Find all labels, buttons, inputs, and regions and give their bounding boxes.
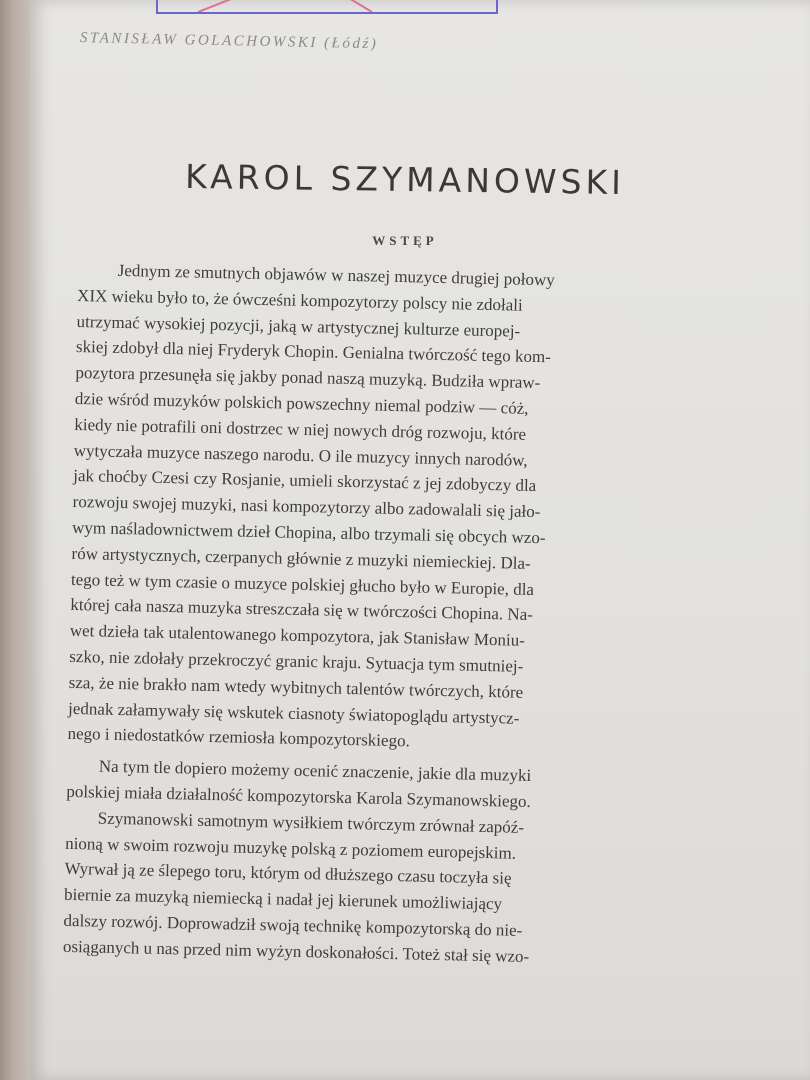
text-line: wet dzieła tak utalentowanego kompozytora, jak Stanisław Moniu- — [69, 621, 526, 650]
pink-stroke-right — [342, 0, 372, 12]
text-line: pozytora przesunęła się jakby ponad naszą muzyką. Budziła wpraw- — [75, 363, 541, 393]
text-line: Szymanowski samotnym wysiłkiem twórczym zrównał zapóź- — [97, 808, 525, 837]
text-line: dalszy rozwój. Doprowadził swoją technikę kompozytorską do nie- — [63, 910, 523, 940]
text-line: Jednym ze smutnych objawów w naszej muzyce drugiej połowy — [117, 260, 555, 290]
text-line: rozwoju swojej muzyki, nasi kompozytorzy albo zadowalali się jało- — [72, 492, 541, 522]
text-line: osiąganych u nas przed nim wyżyn doskonałości. Toteż stał się wzo- — [62, 936, 530, 966]
text-line: wym naśladownictwem dzieł Chopina, albo trzymali się obcych wzo- — [71, 517, 546, 548]
previous-article-author-caption: STANISŁAW GOLACHOWSKI (Łódź) — [79, 30, 379, 53]
text-line: Na tym tle dopiero możemy ocenić znaczenie, jakie dla muzyki — [98, 756, 532, 786]
text-line: utrzymać wysokiej pozycji, jaką w artystycznej kulturze europej- — [76, 311, 521, 341]
paragraph-1 — [67, 257, 726, 761]
text-line: Wyrwał ją ze ślepego toru, którym od dłuższego czasu toczyła się — [64, 859, 512, 888]
text-line: kiedy nie potrafili oni dostrzec w niej nowych dróg rozwoju, które — [74, 414, 527, 444]
text-line: tego też w tym czasie o muzyce polskiej głucho było w Europie, dla — [70, 569, 535, 599]
text-line: nego i niedostatków rzemiosła kompozytorskiego. — [67, 724, 411, 751]
section-heading: WSTĘP — [372, 233, 438, 248]
text-line: polskiej miała działalność kompozytorska Karola Szymanowskiego. — [66, 781, 532, 811]
text-line: której cała nasza muzyka streszczała się w twórczości Chopina. Na- — [70, 595, 534, 625]
text-line: wytyczała muzyce naszego narodu. O ile muzycy innych narodów, — [73, 440, 528, 470]
text-line: rów artystycznych, czerpanych głównie z muzyki niemieckiej. Dla- — [71, 543, 531, 573]
text-line: szko, nie zdołały przekroczyć granic kraju. Sytuacja tym smutniej- — [69, 646, 524, 676]
text-line: sza, że nie brakło nam wtedy wybitnych talentów twórczych, które — [68, 672, 524, 702]
text-line: jak choćby Czesi czy Rosjanie, umieli skorzystać z jej zdobyczy dla — [73, 466, 537, 496]
paragraph-3 — [63, 805, 714, 974]
text-line: jednak załamywały się wskutek ciasnoty światopoglądu artystycz- — [67, 698, 520, 728]
text-line: dzie wśród muzyków polskich powszechny niemal podziw — cóż, — [74, 388, 529, 418]
photo-pink-strokes — [158, 0, 496, 12]
article-body — [63, 257, 726, 973]
text-line: biernie za muzyką niemiecką i nadał jej kierunek umożliwiający — [63, 884, 503, 914]
pink-stroke-left — [198, 0, 254, 12]
photo-frame-bottom-edge — [156, 0, 498, 14]
article-title: KAROL SZYMANOWSKI — [184, 156, 626, 203]
text-line: skiej zdobył dla niej Fryderyk Chopin. Genialna twórczość tego kom- — [75, 337, 552, 367]
text-line: nioną w swoim rozwoju muzykę polską z poziomem europejskim. — [65, 833, 517, 863]
text-line: XIX wieku było to, że ówcześni kompozytorzy polscy nie zdołali — [76, 285, 523, 315]
